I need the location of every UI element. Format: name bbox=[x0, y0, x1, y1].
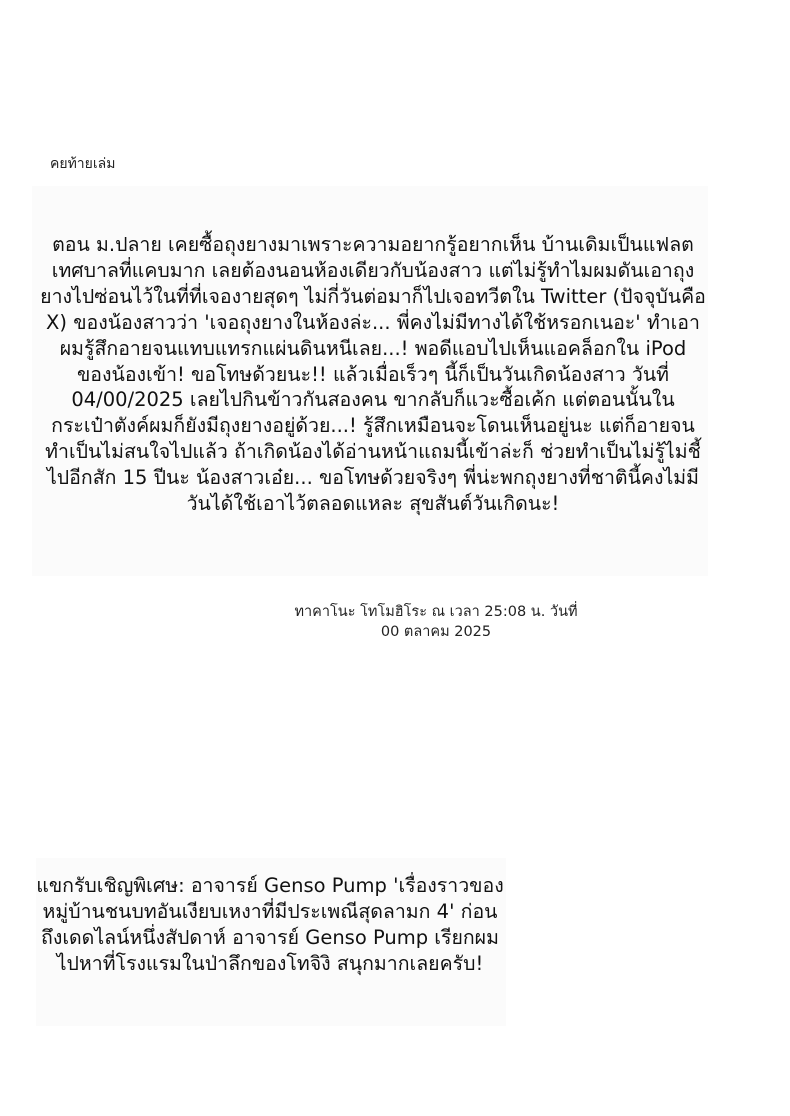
afterword-heading: คยท้ายเล่ม bbox=[50, 156, 116, 172]
author-signature: ทาคาโนะ โทโมฮิโระ ณ เวลา 25:08 น. วันที่ 00 ตลาคม 2025 bbox=[294, 604, 578, 640]
guest-note-text: แขกรับเชิญพิเศษ: อาจารย์ Genso Pump 'เรื่องราวของหมู่บ้านชนบทอันเงียบเหงาที่มีประเพณีสุดลามก 4' ก่อนถึงเดดไลน์หนึ่งสัปดาห์ อาจารย์ Genso Pump เรียกผมไปหาที่โรงแรมในป่าลึกของโทจิงิ สนุกมากเลยครับ! bbox=[36, 874, 504, 975]
afterword-body-text: ตอน ม.ปลาย เคยซื้อถุงยางมาเพราะความอยากรู้อยากเห็น บ้านเดิมเป็นแฟลตเทศบาลที่แคบมาก เลยต้องนอนห้องเดียวกับน้องสาว แต่ไม่รู้ทำไมผมดันเอาถุงยางไปซ่อนไว้ในที่ที่เจองายสุดๆ ไม่กี่วันต่อมาก็ไปเจอทวีตใน Twitter (ปัจจุบันคือ X) ของน้องสาวว่า 'เจอถุงยางในห้องล่ะ... พี่คงไม่มีทางได้ใช้หรอกเนอะ' ทำเอาผมรู้สึกอายจนแทบแทรกแผ่นดินหนีเลย...! พอดีแอบไปเห็นแอคล็อกใน iPod ของน้องเข้า! ขอโทษด้วยนะ!! แล้วเมื่อเร็วๆ นี้ก็เป็นวันเกิดน้องสาว วันที่ 04/00/2025 เลยไปกินข้าวกันสองคน ขากลับก็แวะซื้อเค้ก แต่ตอนนั้นในกระเป๋าตังค์ผมก็ยังมีถุงยางอยู่ด้วย...! รู้สึกเหมือนจะโดนเห็นอยู่นะ แต่ก็อายจนทำเป็นไม่สนใจไปแล้ว ถ้าเกิดน้องได้อ่านหน้าแถมนี้เข้าล่ะก็ ช่วยทำเป็นไม่รู้ไม่ชี้ไปอีกสัก 15 ปีนะ น้องสาวเอ๋ย... ขอโทษด้วยจริงๆ พี่น่ะพกถุงยางที่ชาตินี้คงไม่มีวันได้ใช้เอาไว้ตลอดแหละ สุขสันต์วันเกิดนะ! bbox=[40, 233, 706, 516]
